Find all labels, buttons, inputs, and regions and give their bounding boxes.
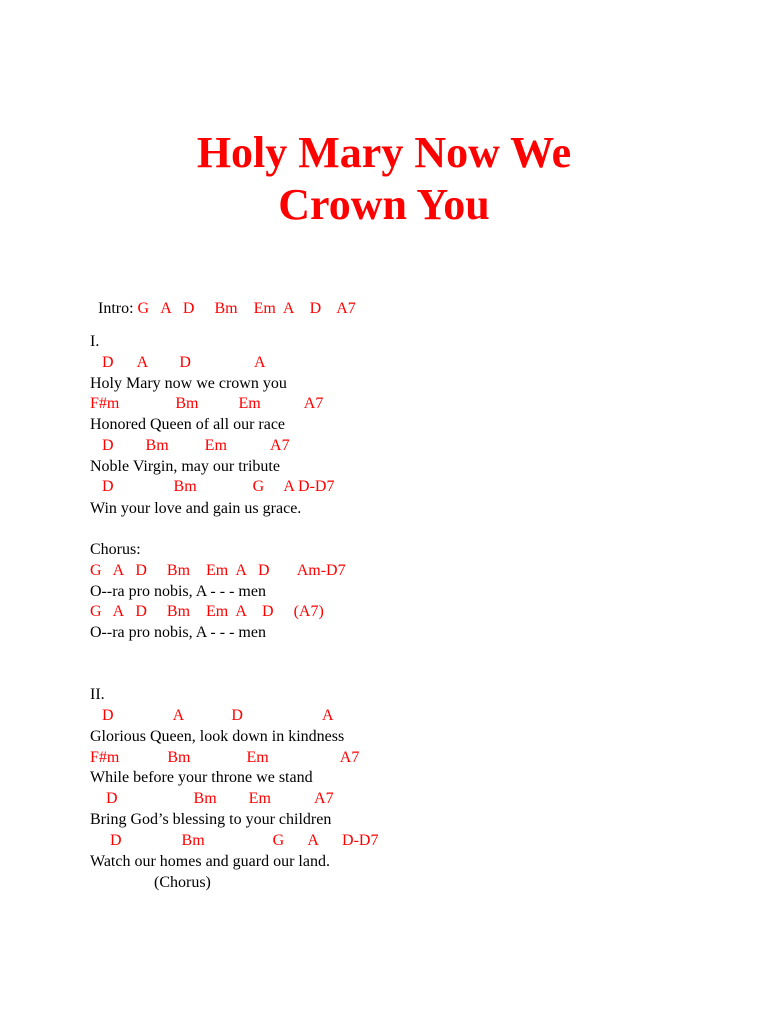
lyric-line: Honored Queen of all our race xyxy=(90,416,286,433)
lyric-line: Bring God’s blessing to your children xyxy=(90,811,332,828)
lyric-line: Watch our homes and guard our land. xyxy=(90,853,330,870)
lyric-line: While before your throne we stand xyxy=(90,769,313,786)
verse-1-label: I. xyxy=(90,333,100,350)
lyric-line: O--ra pro nobis, A - - - men xyxy=(90,624,266,641)
chord-line: D Bm G A D-D7 xyxy=(90,478,335,495)
chord-line: D Bm Em A7 xyxy=(90,790,334,807)
intro-chords: G A D Bm Em A D A7 xyxy=(133,300,356,317)
verse-2-label: II. xyxy=(90,686,105,703)
chord-line: F#m Bm Em A7 xyxy=(90,395,324,412)
chord-line: G A D Bm Em A D Am-D7 xyxy=(90,562,346,579)
intro-label: Intro: xyxy=(98,300,134,317)
lyric-line: Glorious Queen, look down in kindness xyxy=(90,728,345,745)
lyric-line: O--ra pro nobis, A - - - men xyxy=(90,583,266,600)
chord-line: D A D A xyxy=(90,354,266,371)
chord-line: D Bm Em A7 xyxy=(90,437,290,454)
chorus-reference: (Chorus) xyxy=(90,874,211,891)
chord-line: D A D A xyxy=(90,707,334,724)
song-title-line-1: Holy Mary Now We xyxy=(196,128,572,177)
song-title-line-2: Crown You xyxy=(278,180,490,229)
lyric-line: Win your love and gain us grace. xyxy=(90,500,302,517)
lyric-line: Noble Virgin, may our tribute xyxy=(90,458,280,475)
lyric-line: Holy Mary now we crown you xyxy=(90,375,287,392)
chorus-label: Chorus: xyxy=(90,541,141,558)
chord-line: F#m Bm Em A7 xyxy=(90,749,360,766)
intro-line xyxy=(90,279,356,319)
chord-line: G A D Bm Em A D (A7) xyxy=(90,603,324,620)
chord-line: D Bm G A D-D7 xyxy=(90,832,379,849)
